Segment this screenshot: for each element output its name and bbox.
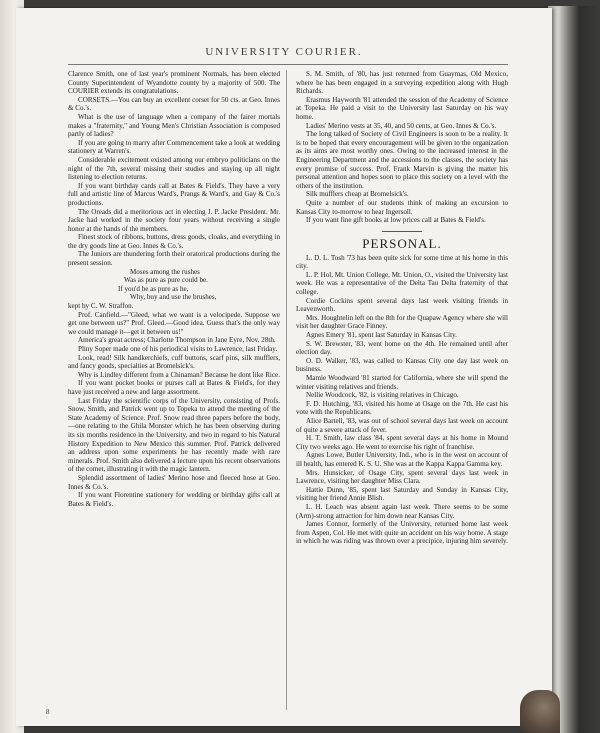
news-item: Erasmus Hayworth '81 attended the session of the Academy of Science at Topeka. He paid a visit to the University last Saturday on his way home. [296,95,508,121]
column-divider [286,70,287,710]
news-item: Last Friday the scientific corps of the University, consisting of Profs. Snow, Smith, and Patrick went up to Topeka to attend the meeting of the State Academy of Science. Prof. Snow read three papers before the body,—one relating to the Ghila Monster which he has been observing during its six months residence in the University, and two in regard to his Natural History Expedition to New Mexico this summer. Prof. Patrick delivered an address upon some experiments he has recently made with rare minerals. Prof. Smith also delivered a lecture upon his recent observations of the comet, illustrating it with the magic lantern. [68,396,280,474]
personal-item: L. P. Hol, Mt. Union College, Mt. Union, O., visited the University last week. He was a representative of the Delta Tau Delta fraternity of that college. [296,270,508,297]
running-head: UNIVERSITY COURIER. [205,46,363,58]
verse-line: Was as pure as pure could be. [124,276,208,285]
news-item: S. M. Smith, of '80, has just returned from Guaymas, Old Mexico, where he has been engaged in a surveying expedition along with Hugh Richards. [296,70,508,96]
personal-item: Hattie Dunn, '85, spent last Saturday and Sunday in Kansas City, visiting her friend Annie Blish. [296,485,508,503]
personal-item: L. D. L. Tosh '73 has been quite sick for some time at his home in this city. [296,253,508,271]
news-item: The long talked of Society of Civil Engineers is soon to be a reality. It is to be hoped that every encouragement will be given to the organization as its aims are most worthy ones. Owing to the increased interest in the Engineering Department and the accessions to the classes, the society has every promise of success. Prof. Frank Marvin is giving the matter his personal attention and hopes soon to place this society on a level with the others of the institution. [296,130,508,190]
right-column [296,70,508,546]
news-item: Prof. Canfield.—"Gleed, what we want is a velocipede. Suppose we get one between us?" Prof. Gleed.—Good idea. Guess that's the only way we could manage it—get it between us!" [68,310,280,336]
personal-item: Alice Bartell, '83, was out of school several days last week on account of quite a severe attack of fever. [296,416,508,434]
section-rule [382,231,422,232]
page-number: 8 [46,708,50,716]
news-item: The Oreads did a meritorious act in electing J. P. Jacke President. Mr. Jacke had worked in the society four years without receiving a single honor at the hands of the members. [68,207,280,233]
news-item: Splendid assortment of ladies' Merino hose and fleeced hose at Geo. Innes & Co.'s. [68,473,280,491]
personal-item: L. H. Leach was absent again last week. There seems to be some (Arm)-strong attraction for him down near Kansas City. [296,502,508,520]
news-item: The Juniors are thundering forth their oratorical productions during the present session. [68,250,280,268]
personal-section-title: PERSONAL. [362,235,442,251]
verse-line: Moses among the rushes [130,267,200,276]
personal-item: F. D. Hutching, '83, visited his home at Osage on the 7th. He cast his vote with the Republicans. [296,399,508,417]
personal-item: Mamie Woodward '81 started for California, where she will spend the winter visiting relatives and friends. [296,374,508,391]
head-rule [68,64,508,65]
personal-item: O. D. Walker, '83, was called to Kansas City one day last week on business. [296,356,508,374]
news-item: If you want pocket books or purses call at Bates & Field's, for they have just received a new and large assortment. [68,379,280,396]
news-item: Quite a number of our students think of making an excursion to Kansas City to-morrow to hear Ingersoll. [296,198,508,216]
news-item: Look, read! Silk handkerchiefs, cuff buttons, scarf pins, silk mufflers, and fancy goods, specialties at Bromelsick's. [68,353,280,371]
news-item: Why is Lindley different from a Chinaman? Because he dont like Rice. [78,370,280,379]
news-item: What is the use of language when a company of the fairer mortals makes a "fraternity," and Young Men's Christian Association is composed partly of ladies? [68,112,280,139]
personal-item: H. T. Smith, law class '84, spent several days at his home in Mound City two weeks ago. He went to exercise his right of franchise. [296,434,508,451]
personal-item: Cordie Cockins spent several days last week visiting friends in Leavenworth. [296,296,508,314]
thumb-in-corner [520,690,560,733]
personal-item: S. W. Brewster, '83, went home on the 4th. He remained until after election day. [296,339,508,357]
news-item: Silk mufflers cheap at Bromelsick's. [306,190,409,199]
verse-line: If you'd be as pure as he, [118,284,189,293]
news-item: America's great actress; Charlotte Thompson in Jane Eyre, Nov. 28th. [78,336,276,345]
verse-line: Why, buy and use the brushes, [130,293,217,302]
news-item: If you want birthday cards call at Bates & Field's. They have a very full and artistic line of Marcus Ward's, Prangs & Ward's, and Gay & Co.'s productions. [68,181,280,207]
news-item: Considerable excitement existed among our embryo politicians on the night of the 7th, several missing their studies and staying up all night listening to election returns. [68,155,280,182]
book-spine-edge [548,6,600,733]
news-item: If you want fine gift books at low prices call at Bates & Field's. [306,216,486,225]
left-column [68,70,280,508]
news-item: Clarence Smith, one of last year's prominent Normals, has been elected County Superintendent of Wyandotte county by a majority of 500. The COURIER extends its congratulations. [68,70,280,96]
news-item: CORSETS.—You can buy an excellent corset for 50 cts. at Geo. Innes & Co.'s. [68,95,280,113]
personal-item: Mrs. Hunsicker, of Osage City, spent several days last week in Lawrence, visiting her daughter Miss Clara. [296,468,508,486]
personal-item: Mrs. Houghtelin left on the 8th for the Quapaw Agency where she will visit her daughter Grace Finney. [296,313,508,331]
verse-credit: kept by C. W. Straffon. [68,302,134,311]
personal-item: Agnes Emery '81, spent last Saturday in Kansas City. [306,331,457,340]
personal-item: Nellie Woodcock, '82, is visiting relatives in Chicago. [306,391,459,400]
newspaper-page [16,8,552,726]
news-item: If you are going to marry after Commencement take a look at wedding stationery at Warren's. [68,138,280,156]
news-item: Pliny Soper made one of his periodical visits to Lawrence, last Friday. [78,345,278,353]
personal-item: James Connor, formerly of the University, returned home last week from Aspen, Col. He met with quite an accident on his way home. A stage in which he was riding was thrown over a precipice, injuring him severely. [296,520,508,546]
news-item: If you want Florentine stationery for wedding or birthday gifts call at Bates & Field's. [68,491,280,508]
news-item: Ladies' Merino vests at 35, 40, and 50 cents, at Geo. Innes & Co.'s. [306,121,497,130]
personal-item: Agnes Lowe, Butler University, Ind., who is in the west on account of ill health, has entered K. S. U. She was at the Kappa Kappa Gamma key. [296,451,508,468]
news-item: Finest stock of ribbons, buttons, dress goods, cloaks, and everything in the dry goods line at Geo. Innes & Co.'s. [68,233,280,250]
